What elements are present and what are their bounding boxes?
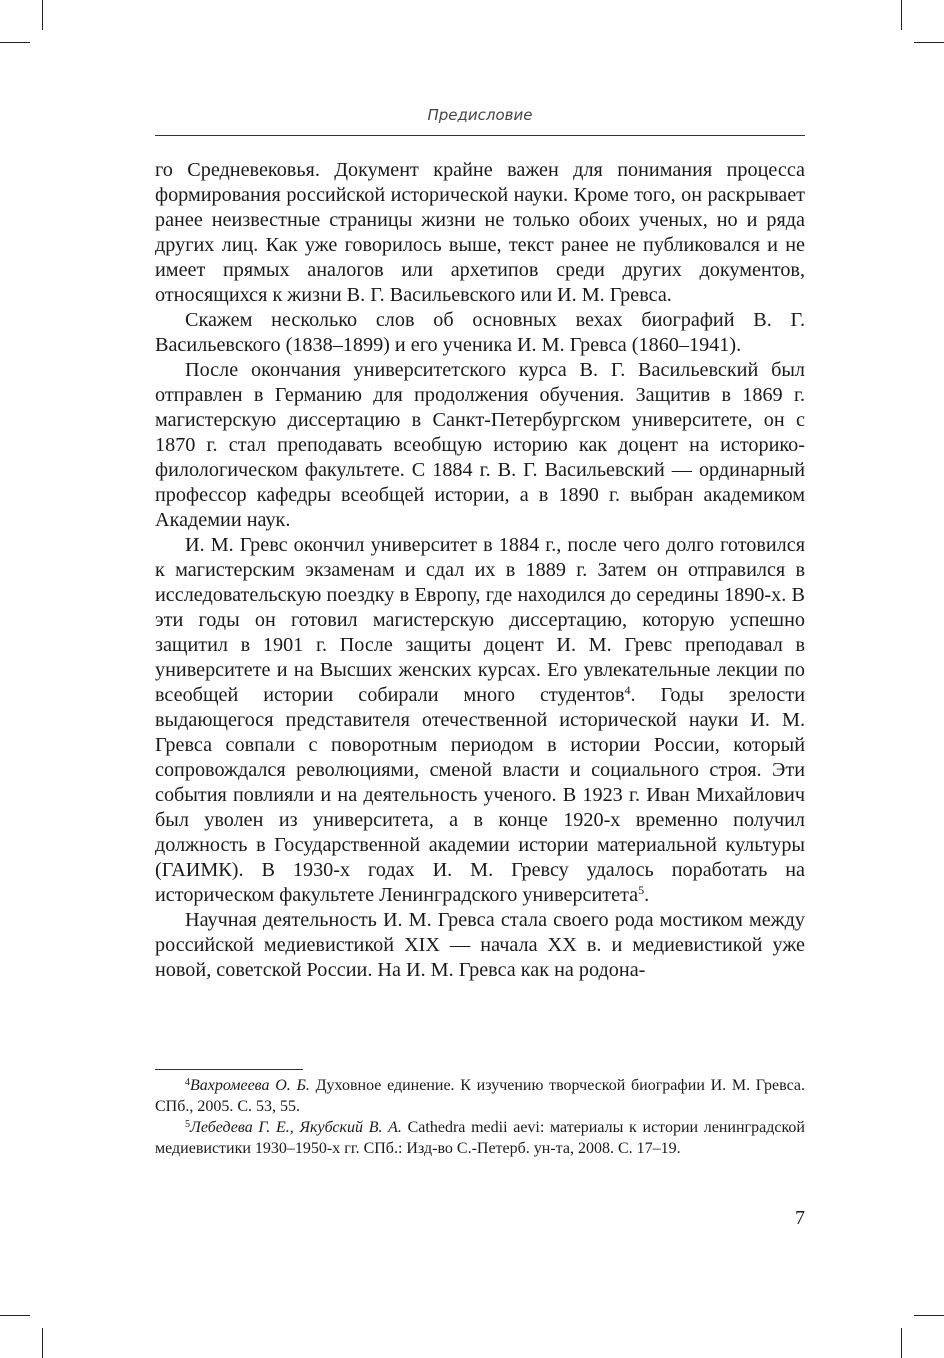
footnote-text: Духовное единение. К изучению творческой биографии И. М. Гревса. СПб., 2005. С. 53, 55. bbox=[155, 1077, 806, 1115]
page-number: 7 bbox=[795, 1207, 805, 1229]
footnote bbox=[155, 1117, 805, 1159]
footnote-ref[interactable]: 5 bbox=[638, 883, 645, 897]
footnote-number: 4 bbox=[185, 1077, 190, 1088]
paragraph-text: . bbox=[644, 884, 650, 906]
paragraph-text: . Годы зрелости выдающегося представителя отечественной исторической науки И. М. Гревса совпали с поворотным периодом в истории России, который сопровождался революциями, сменой власти и социального строя. Эти события повлияли и на деятельность ученого. В 1923 г. Иван Михайлович был уволен из университета, а в конце 1920-х временно получил должность в Государственной академии истории материальной культуры (ГАИМК). В 1930-х годах И. М. Гревсу удалось поработать на историческом факультете Ленинградского университета bbox=[155, 684, 805, 906]
footnote-ref[interactable]: 4 bbox=[624, 683, 631, 697]
paragraph: Скажем несколько слов об основных вехах биографий В. Г. Васильевского (1838–1899) и его ученика И. М. Гревса (1860–1941). bbox=[155, 309, 805, 356]
crop-mark bbox=[0, 42, 30, 43]
crop-mark bbox=[901, 0, 902, 30]
main-text bbox=[155, 158, 805, 983]
footnote-author: Вахромеева О. Б. bbox=[190, 1077, 310, 1094]
paragraph: Научная деятельность И. М. Гревса стала своего рода мостиком между российской медиевистикой XIX — начала XX в. и медиевистикой уже новой, советской России. На И. М. Гревса как на родона- bbox=[155, 909, 805, 981]
footnote-text: Cathedra medii aevi: материалы к истории ленинградской медиевистики 1930–1950-х гг. СПб.: Изд-во С.-Петерб. ун-та, 2008. С. 17–19. bbox=[155, 1119, 805, 1157]
header-divider bbox=[155, 135, 805, 136]
crop-mark bbox=[0, 1315, 30, 1316]
crop-mark bbox=[914, 42, 944, 43]
crop-mark bbox=[42, 0, 43, 30]
paragraph: После окончания университетского курса В. Г. Васильевский был отправлен в Германию для продолжения обучения. Защитив в 1869 г. магистерскую диссертацию в Санкт-Петербургском университете, он с 1870 г. стал преподавать всеобщую историю как доцент на историко-филологическом факультете. С 1884 г. В. Г. Васильевский — ординарный профессор кафедры всеобщей истории, а в 1890 г. выбран академиком Академии наук. bbox=[155, 359, 805, 531]
footnote-author: Лебедева Г. Е., Якубский В. А. bbox=[190, 1119, 402, 1136]
paragraph: го Средневековья. Документ крайне важен для понимания процесса формирования российской исторической науки. Кроме того, он раскрывает ранее неизвестные страницы жизни не только обоих ученых, но и ряда других лиц. Как уже говорилось выше, текст ранее не публиковался и не имеет прямых аналогов или архетипов среди других документов, относящихся к жизни В. Г. Васильевского или И. М. Гревса. bbox=[155, 159, 805, 306]
footnotes bbox=[155, 1075, 805, 1159]
crop-mark bbox=[42, 1328, 43, 1358]
footnote-divider bbox=[155, 1069, 303, 1070]
running-header: Предисловие bbox=[427, 106, 533, 124]
paragraph-text: И. М. Гревс окончил университет в 1884 г., после чего долго готовился к магистерским экзаменам и сдал их в 1889 г. Затем он отправился в исследовательскую поездку в Европу, где находился до середины 1890-х. В эти годы он готовил магистерскую диссертацию, которую успешно защитил в 1901 г. После защиты доцент И. М. Гревс преподавал в университете и на Высших женских курсах. Его увлекательные лекции по всеобщей истории собирали много студентов bbox=[155, 534, 805, 706]
footnote bbox=[155, 1075, 805, 1117]
footnote-number: 5 bbox=[185, 1119, 190, 1130]
paragraph bbox=[155, 533, 805, 908]
crop-mark bbox=[914, 1315, 944, 1316]
crop-mark bbox=[901, 1328, 902, 1358]
